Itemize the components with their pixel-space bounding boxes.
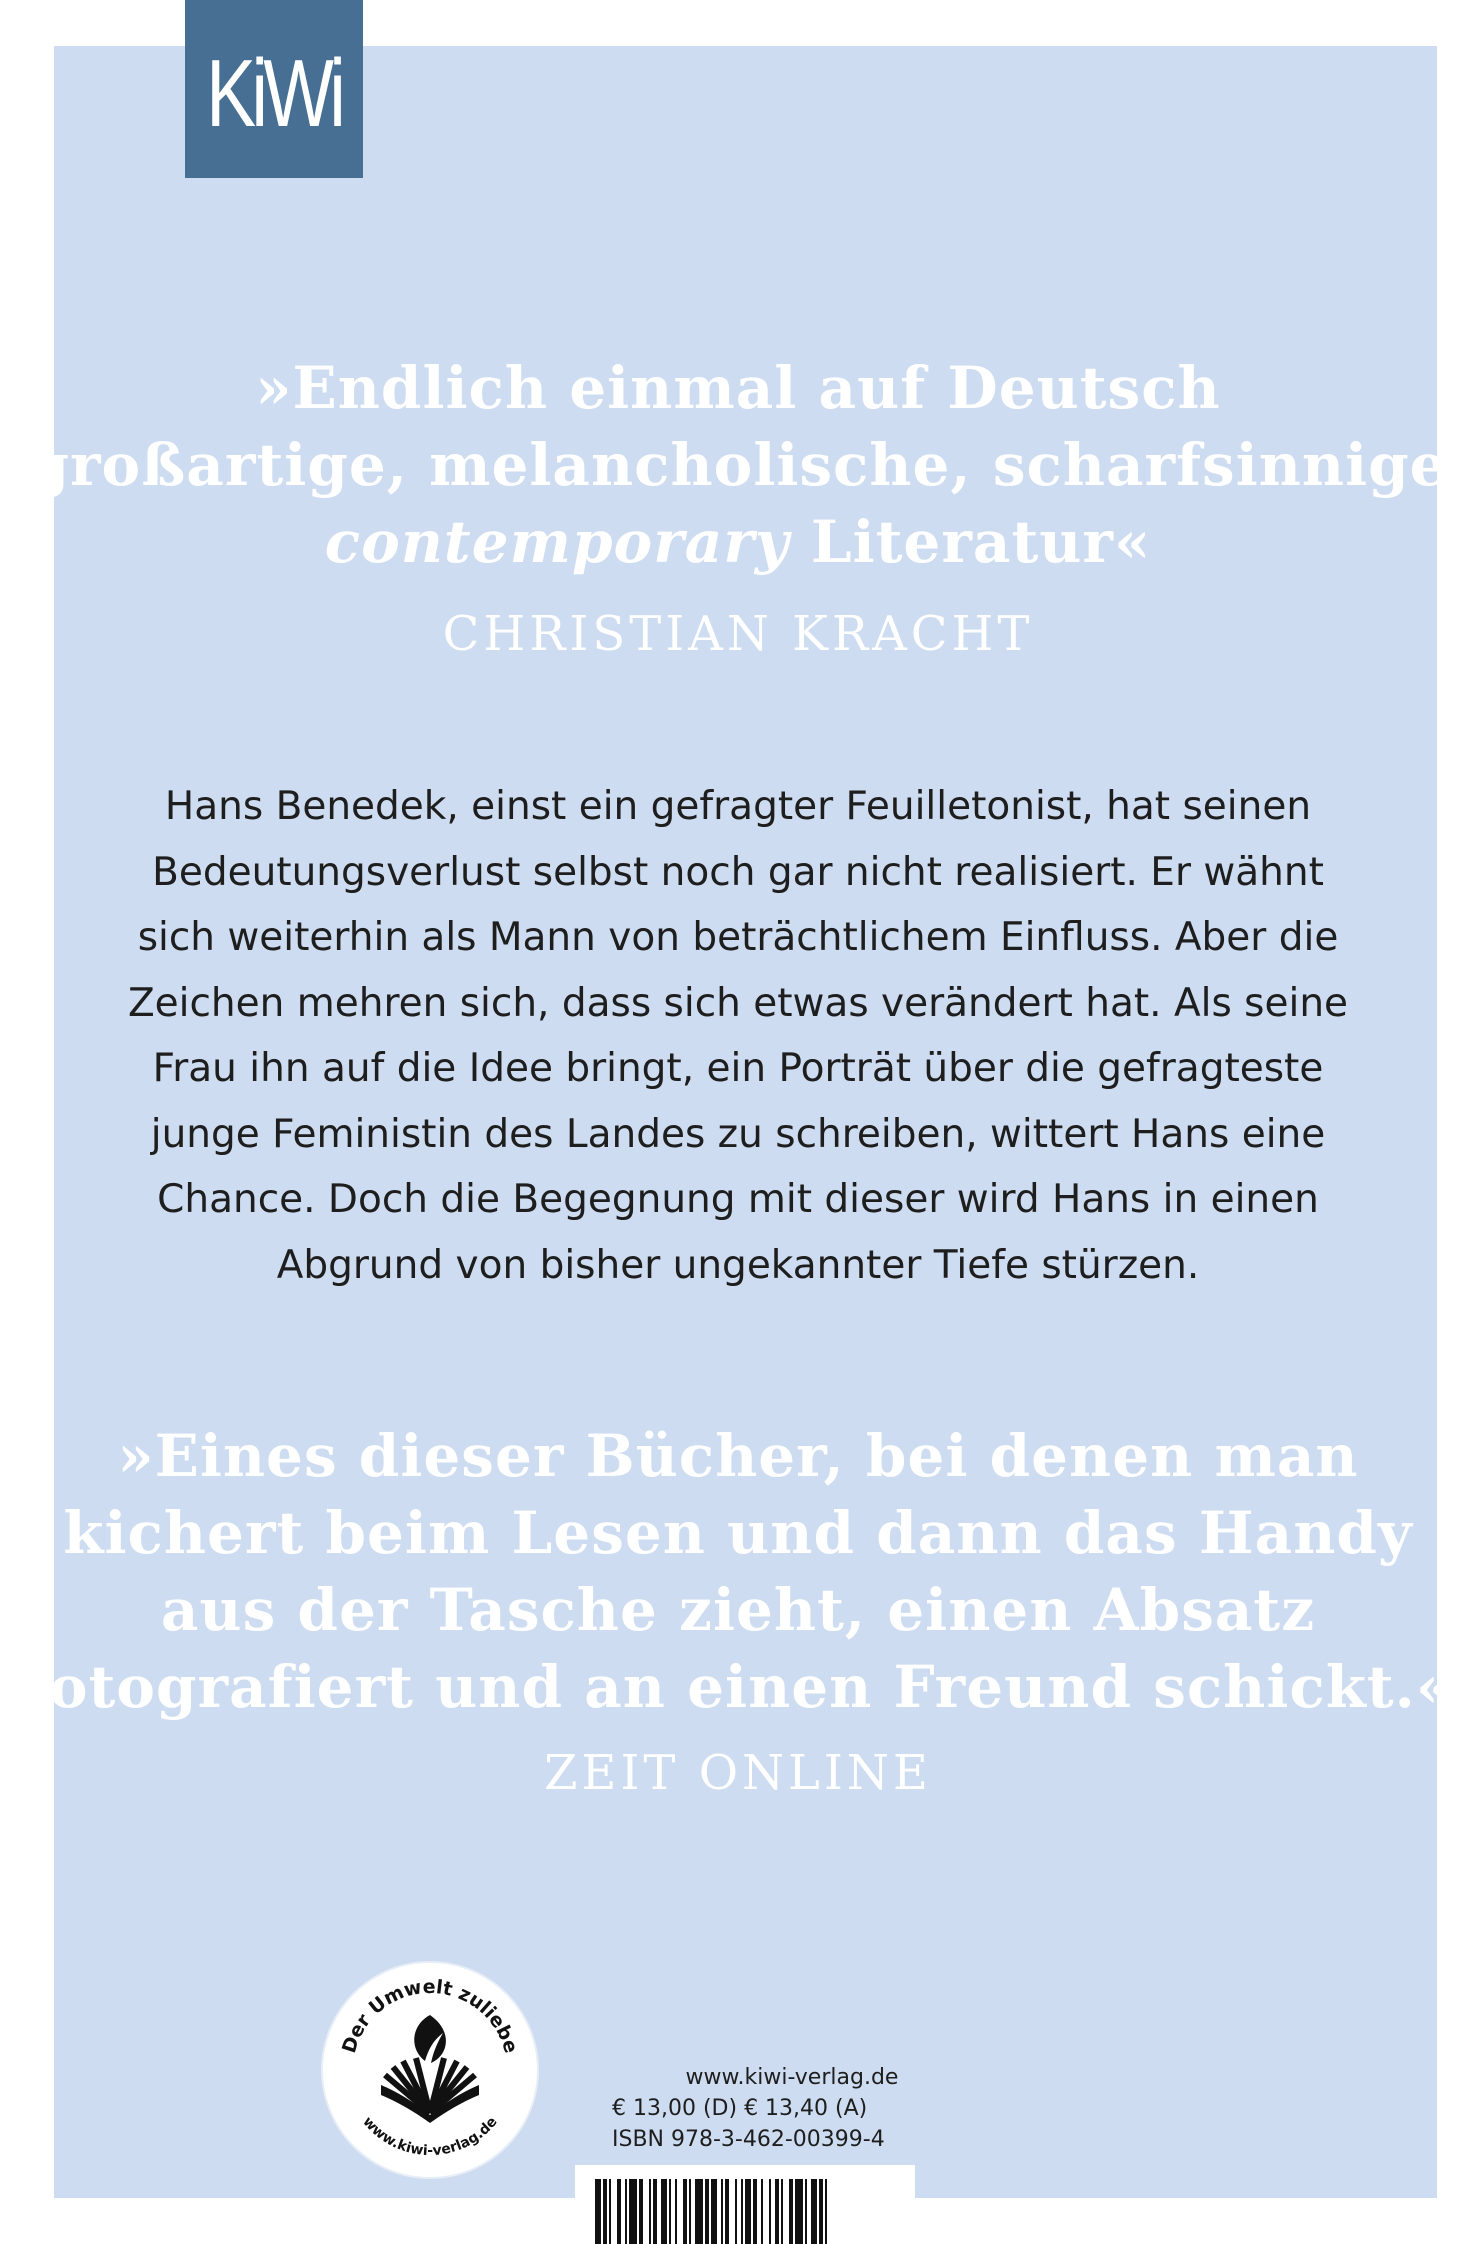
barcode-bar xyxy=(695,2179,703,2244)
blurb-line: Frau ihn auf die Idee bringt, ein Porträt über die gefragteste xyxy=(152,1046,1324,1091)
blurb-line: Abgrund von bisher ungekannter Tiefe stürzen. xyxy=(276,1242,1200,1288)
barcode-bar xyxy=(711,2179,717,2244)
barcode-bar xyxy=(649,2179,651,2244)
barcode-bar xyxy=(689,2179,691,2244)
barcode-bar xyxy=(669,2179,671,2244)
barcode-bar xyxy=(617,2179,621,2244)
barcode-bar xyxy=(675,2179,677,2244)
barcode-bar xyxy=(629,2179,637,2244)
barcode xyxy=(575,2165,915,2244)
quote-line: »Endlich einmal auf Deutsch xyxy=(255,354,1221,422)
quote-line: kichert beim Lesen und dann das Handy xyxy=(63,1499,1413,1567)
barcode-bar xyxy=(825,2179,827,2244)
barcode-bar xyxy=(639,2179,643,2244)
blurb-line: sich weiterhin als Mann von beträchtlichem Einfluss. Aber die xyxy=(137,915,1339,960)
attribution-zeit: ZEIT ONLINE xyxy=(544,1745,932,1801)
kiwi-logo xyxy=(185,0,363,178)
barcode-bar xyxy=(789,2179,793,2244)
quote-line-rest: Literatur« xyxy=(789,508,1152,576)
isbn-text: ISBN 978-3-462-00399-4 xyxy=(612,2127,885,2152)
quote-kracht xyxy=(0,350,1476,581)
quote-line: »Eines dieser Bücher, bei denen man xyxy=(117,1422,1359,1490)
publisher-url: www.kiwi-verlag.de xyxy=(685,2065,899,2090)
barcode-bar xyxy=(753,2179,757,2244)
barcode-bar xyxy=(661,2179,667,2244)
barcode-icon xyxy=(595,2179,895,2244)
logo-text: KiWi xyxy=(206,40,342,147)
quote-line: fotografiert und an einen Freund schickt.« xyxy=(22,1653,1454,1721)
barcode-bar xyxy=(735,2179,737,2244)
barcode-bar xyxy=(595,2179,601,2244)
barcode-bar xyxy=(705,2179,709,2244)
barcode-bar xyxy=(769,2179,771,2244)
barcode-bar xyxy=(653,2179,657,2244)
barcode-bar xyxy=(745,2179,751,2244)
barcode-bar xyxy=(805,2179,807,2244)
blurb-line: Chance. Doch die Begegnung mit dieser wird Hans in einen xyxy=(157,1177,1319,1222)
barcode-bar xyxy=(775,2179,779,2244)
blurb-line: Hans Benedek, einst ein gefragter Feuilletonist, hat seinen xyxy=(164,784,1312,829)
quote-line xyxy=(0,504,1476,581)
blurb-line: Bedeutungsverlust selbst noch gar nicht realisiert. Er wähnt xyxy=(152,849,1324,895)
barcode-bar xyxy=(795,2179,803,2244)
book-leaf-icon xyxy=(323,1963,537,2177)
barcode-bar xyxy=(811,2179,817,2244)
badge-bottom-text: www.kiwi-verlag.de xyxy=(359,2113,501,2160)
quote-italic-word: contemporary xyxy=(324,508,790,576)
badge-top-text: Der Umwelt zuliebe xyxy=(338,1975,522,2056)
attribution-kracht: CHRISTIAN KRACHT xyxy=(442,606,1034,662)
barcode-bar xyxy=(781,2179,783,2244)
price-box xyxy=(612,2062,932,2155)
barcode-bar xyxy=(741,2179,743,2244)
quote-line: großartige, melancholische, scharfsinnige xyxy=(28,431,1448,499)
blurb-line: Zeichen mehren sich, dass sich etwas verändert hat. Als seine xyxy=(127,980,1349,1026)
quote-zeit xyxy=(0,1418,1476,1726)
barcode-bar xyxy=(609,2179,611,2244)
blurb-text xyxy=(0,774,1476,1298)
blurb-line: junge Feministin des Landes zu schreiben, wittert Hans eine xyxy=(150,1111,1326,1157)
eco-badge xyxy=(323,1963,537,2177)
barcode-bar xyxy=(725,2179,729,2244)
barcode-bar xyxy=(721,2179,723,2244)
price-text: € 13,00 (D) € 13,40 (A) xyxy=(612,2096,868,2121)
barcode-bar xyxy=(761,2179,763,2244)
barcode-bar xyxy=(625,2179,627,2244)
barcode-bar xyxy=(683,2179,687,2244)
barcode-bar xyxy=(603,2179,607,2244)
quote-line: aus der Tasche zieht, einen Absatz xyxy=(160,1576,1316,1644)
barcode-bar xyxy=(819,2179,823,2244)
